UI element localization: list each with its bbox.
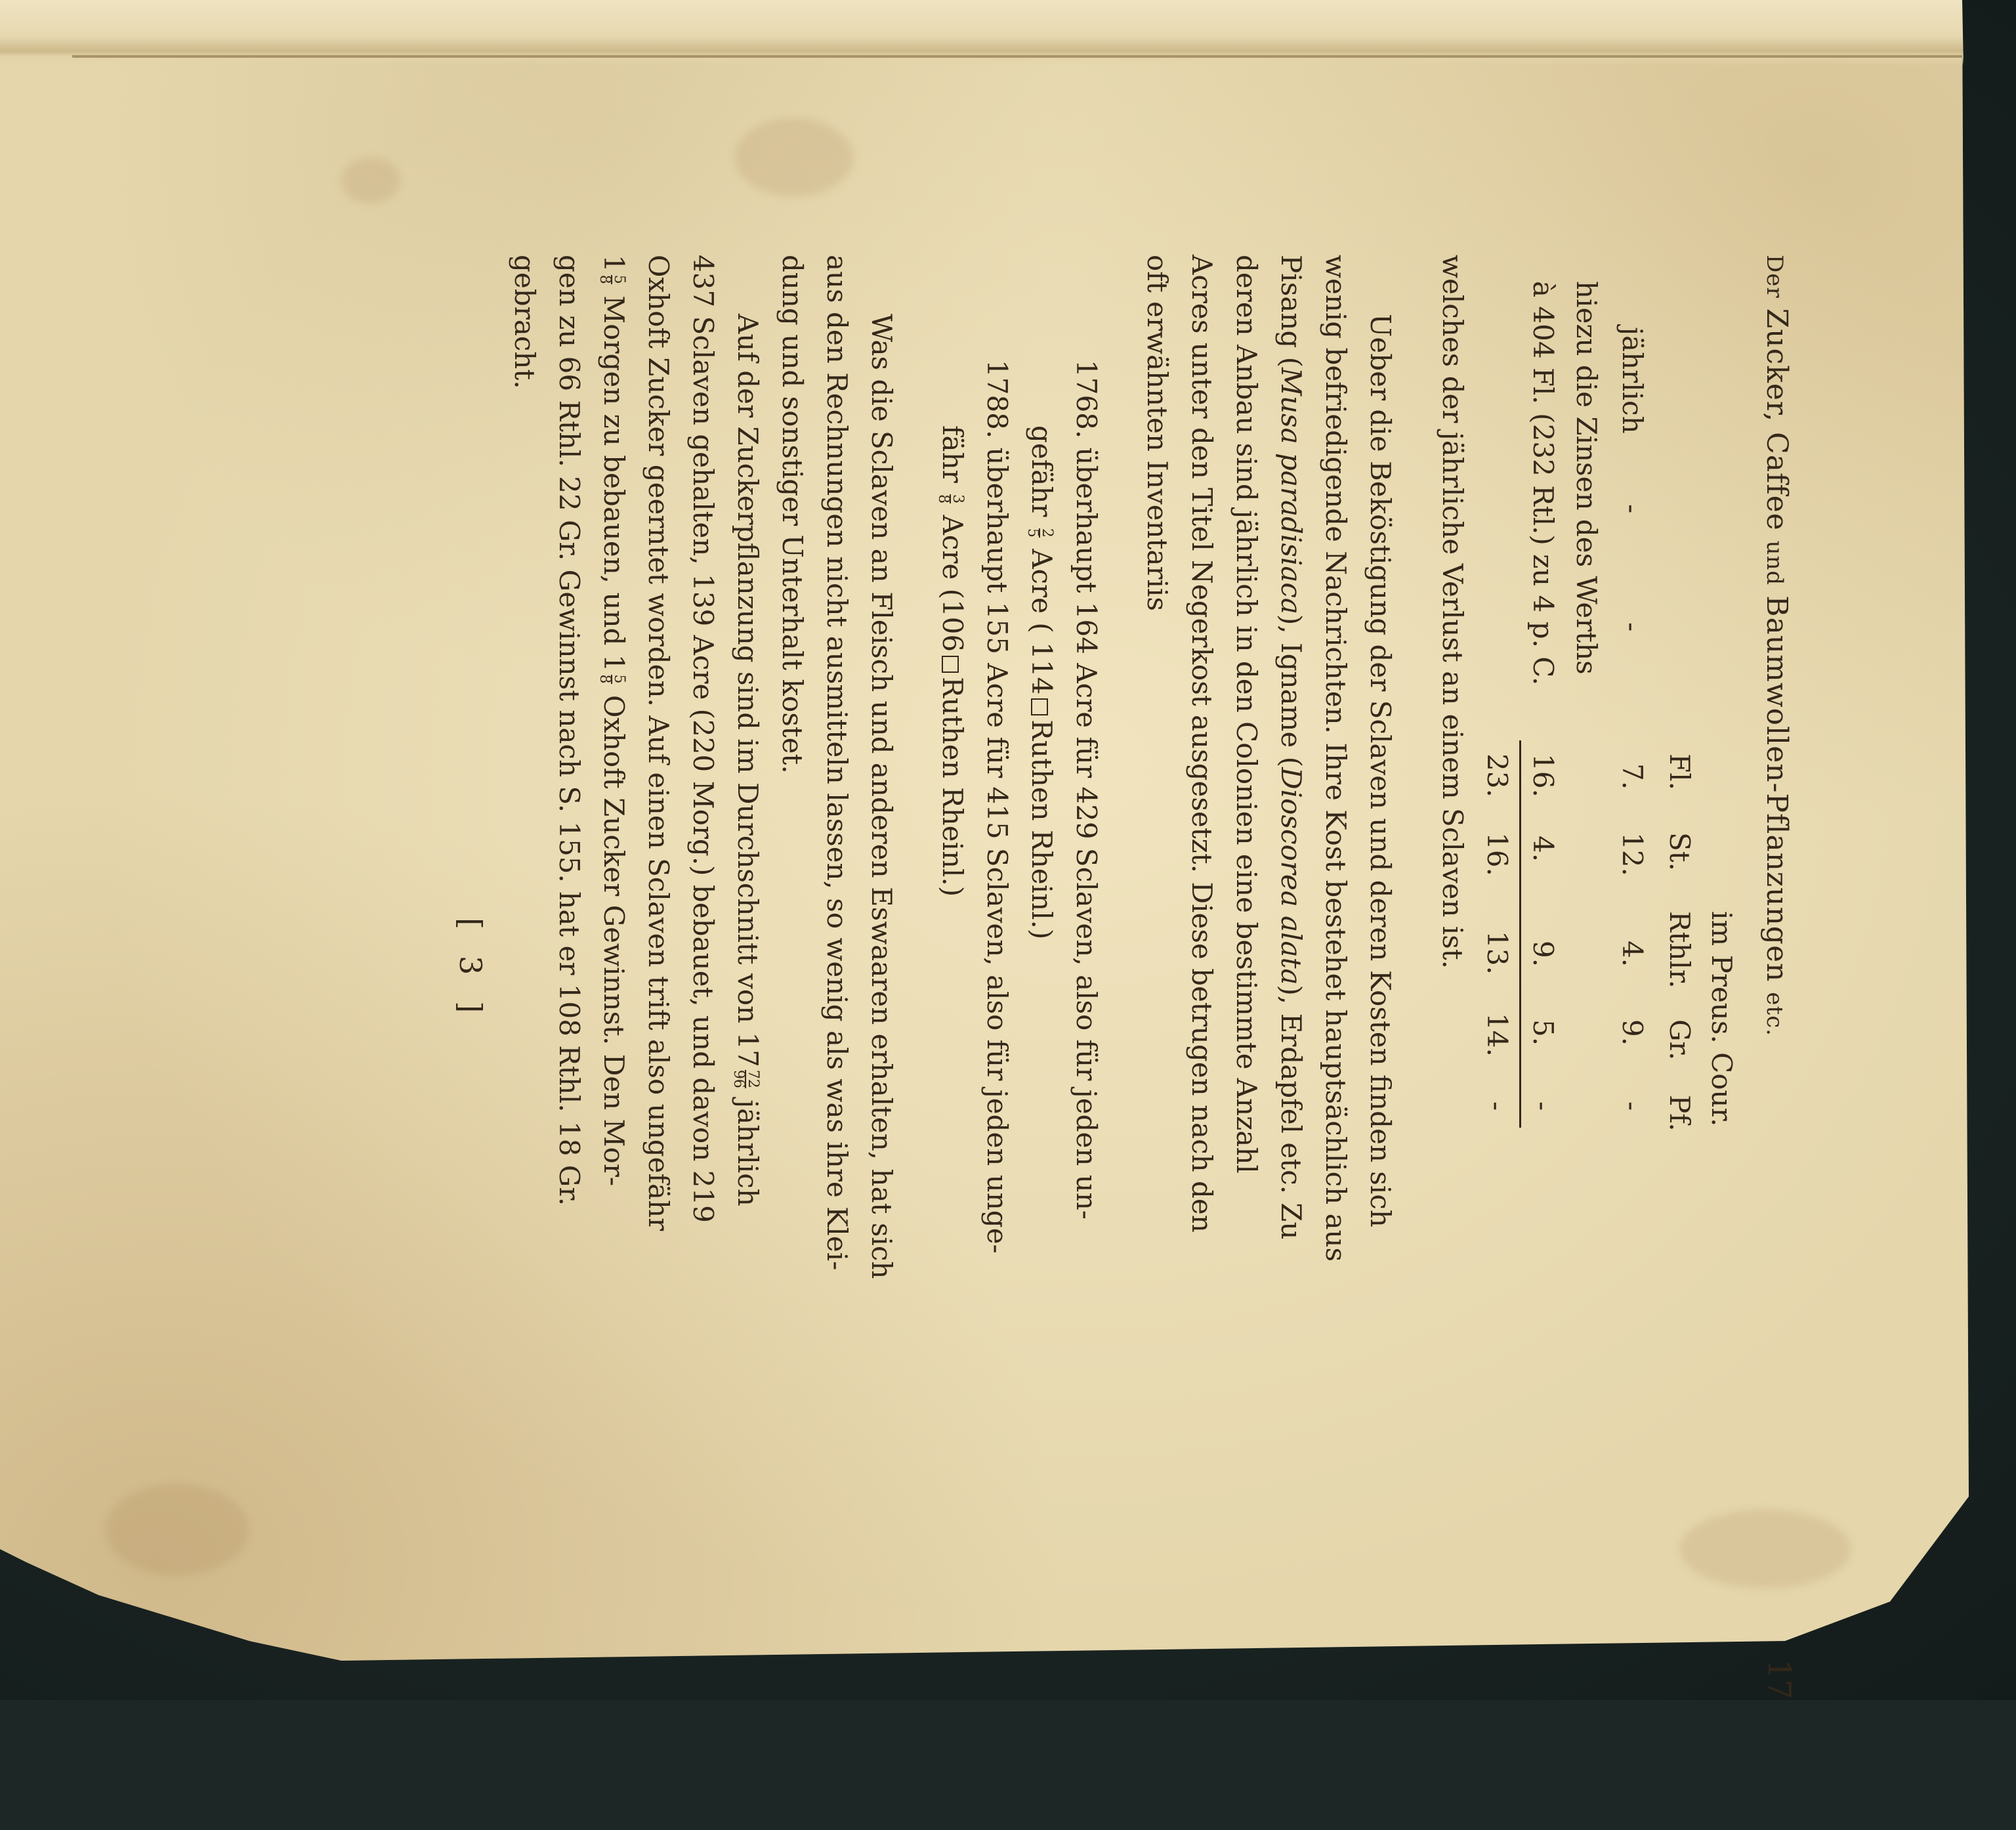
- paragraph-line: gen zu 66 Rthl. 22 Gr. Gewinnst nach S. 155. hat er 108 Rthl. 18 Gr.: [553, 255, 585, 1206]
- cell-st: 16.: [1481, 832, 1513, 876]
- text-span: Oxhoft Zucker Gewinnst. Den Mor-: [598, 694, 630, 1187]
- fraction-numerator: 5: [611, 274, 627, 284]
- header-word: Pflanzungen: [1760, 793, 1794, 983]
- fraction: [732, 1070, 759, 1088]
- text-span: Ruthen Rheinl.): [1026, 719, 1058, 940]
- cell-gr: 5.: [1527, 1019, 1559, 1046]
- paragraph-line: Oxhoft Zucker geerntet worden. Auf einen Sclaven trift also ungefähr: [642, 255, 675, 1231]
- fraction-numerator: 72: [745, 1069, 761, 1088]
- cell-rthlr: 9.: [1527, 941, 1559, 968]
- row-dash: -: [1616, 504, 1648, 514]
- fraction-denominator: 8: [597, 674, 613, 684]
- page-number: 17: [1761, 1659, 1797, 1700]
- header-word: Zucker: [1760, 308, 1794, 413]
- text-span: Acre (106: [936, 515, 969, 652]
- cell-gr: 14.: [1481, 1013, 1513, 1057]
- column-header-fl: Fl.: [1664, 754, 1696, 790]
- text-span: jährlich: [732, 1099, 764, 1206]
- column-header-pf: Pf.: [1664, 1095, 1696, 1132]
- fraction: [1026, 528, 1053, 538]
- paragraph-line: gebracht.: [509, 255, 541, 389]
- text-span: Auf der Zuckerpflanzung sind im Durchschnitt von 17: [732, 314, 764, 1067]
- fraction: [936, 494, 964, 503]
- paragraph-line: [727, 314, 768, 1206]
- gutter-fold: [72, 55, 1962, 58]
- column-header-st: St.: [1664, 832, 1696, 872]
- paper-stain: [735, 118, 853, 197]
- text-span: fähr: [936, 425, 969, 483]
- header-word: etc.: [1761, 992, 1788, 1036]
- paragraph-line: 437 Sclaven gehalten, 139 Acre (220 Morg.) bebauet, und davon 219: [687, 255, 719, 1223]
- paper-stain: [341, 158, 400, 203]
- paper-stain: [105, 1483, 249, 1575]
- inventory-1768: 1768. überhaupt 164 Acre für 429 Sclaven, also für jeden un-: [1070, 360, 1102, 1220]
- table-caption: welches der jährliche Verlust an einem Sclaven ist.: [1437, 255, 1469, 969]
- text-span: ), Erdapfel etc. Zu: [1275, 985, 1307, 1240]
- paragraph-line: [1270, 255, 1311, 1240]
- rotated-page-content: [419, 255, 1797, 1830]
- cell-rthlr: 13.: [1481, 931, 1513, 975]
- cell-gr: 9.: [1616, 1019, 1648, 1046]
- fraction-numerator: 5: [611, 674, 627, 684]
- fraction: [598, 275, 625, 284]
- fraction-numerator: 2: [1039, 528, 1055, 538]
- fraction-denominator: 96: [730, 1069, 747, 1088]
- latin-name: Musa paradisiaca: [1275, 367, 1307, 614]
- paragraph-line: Was die Sclaven an Fleisch und anderen Eswaaren erhalten, hat sich: [866, 314, 898, 1279]
- square-symbol: [942, 656, 959, 673]
- text-span: Pisang (: [1275, 255, 1307, 368]
- paragraph-line: aus den Rechnungen nicht ausmitteln lassen, so wenig als was ihre Klei-: [821, 255, 853, 1271]
- sum-rule: [1519, 740, 1521, 1128]
- cell-pf: -: [1616, 1101, 1648, 1111]
- paragraph-line: [593, 255, 634, 1186]
- inventory-1788-cont: [932, 425, 973, 897]
- cell-pf: -: [1527, 1101, 1559, 1111]
- fraction-denominator: 5: [1024, 528, 1041, 538]
- header-word: und: [1761, 540, 1788, 586]
- text-span: Morgen zu bebauen, und 1: [598, 295, 630, 672]
- cell-fl: 23.: [1481, 754, 1513, 798]
- bracket-open: [: [453, 918, 488, 956]
- running-header: [1754, 255, 1797, 1036]
- header-word: ,: [1760, 412, 1794, 423]
- text-span: 1: [598, 255, 630, 272]
- cell-fl: 16.: [1527, 754, 1559, 798]
- signature-number: 3: [453, 955, 488, 1002]
- cell-st: 12.: [1616, 832, 1648, 876]
- bracket-close: ]: [453, 1001, 488, 1040]
- paragraph-line: oft erwähnten Inventariis: [1141, 255, 1173, 611]
- cell-st: 4.: [1527, 836, 1559, 862]
- cell-pf: -: [1481, 1101, 1513, 1111]
- paragraph-line: wenig befriedigende Nachrichten. Ihre Kost bestehet hauptsächlich aus: [1320, 255, 1352, 1262]
- header-word: Caffee: [1760, 432, 1794, 531]
- signature-mark: [450, 918, 491, 1039]
- paragraph-line: deren Anbau sind jährlich in den Colonien eine bestimmte Anzahl: [1230, 255, 1263, 1174]
- text-span: Acre ( 114: [1026, 549, 1058, 695]
- square-symbol: [1031, 698, 1048, 715]
- row-dash: -: [1616, 622, 1648, 632]
- fraction-denominator: 8: [935, 494, 952, 504]
- latin-name: Dioscorea alata: [1275, 767, 1307, 985]
- row-label-jaehrlich: jährlich: [1616, 327, 1648, 434]
- row-label-zinsen: hiezu die Zinsen des Werths: [1570, 281, 1603, 675]
- text-span: ), Igname (: [1275, 614, 1307, 767]
- column-header-rthlr: Rthlr.: [1664, 911, 1696, 989]
- fraction: [598, 675, 625, 684]
- row-label-zinsen-detail: à 404 Fl. (232 Rtl.) zu 4 p. C.: [1527, 281, 1559, 686]
- text-span: Ruthen Rheinl.): [936, 677, 969, 897]
- column-header-gr: Gr.: [1664, 1019, 1696, 1061]
- header-word: Baumwollen: [1760, 595, 1794, 783]
- cell-rthlr: 4.: [1616, 941, 1648, 968]
- currency-header: im Preus. Cour.: [1706, 911, 1738, 1127]
- inventory-1768-cont: [1021, 425, 1062, 939]
- header-word: Der: [1761, 255, 1788, 299]
- fraction-denominator: 8: [597, 274, 613, 284]
- paragraph-line: Ueber die Beköstigung der Sclaven und deren Kosten finden sich: [1364, 314, 1396, 1227]
- text-span: gefähr: [1026, 425, 1058, 517]
- cell-fl: 7.: [1616, 763, 1648, 790]
- header-word: -: [1760, 782, 1794, 794]
- inventory-1788: 1788. überhaupt 155 Acre für 415 Sclaven, also für jeden unge-: [981, 360, 1013, 1254]
- paragraph-line: Acres unter den Titel Negerkost ausgesetzt. Diese betrugen nach den: [1186, 255, 1218, 1233]
- fraction-numerator: 3: [950, 494, 966, 504]
- paragraph-line: dung und sonstiger Unterhalt kostet.: [776, 255, 808, 774]
